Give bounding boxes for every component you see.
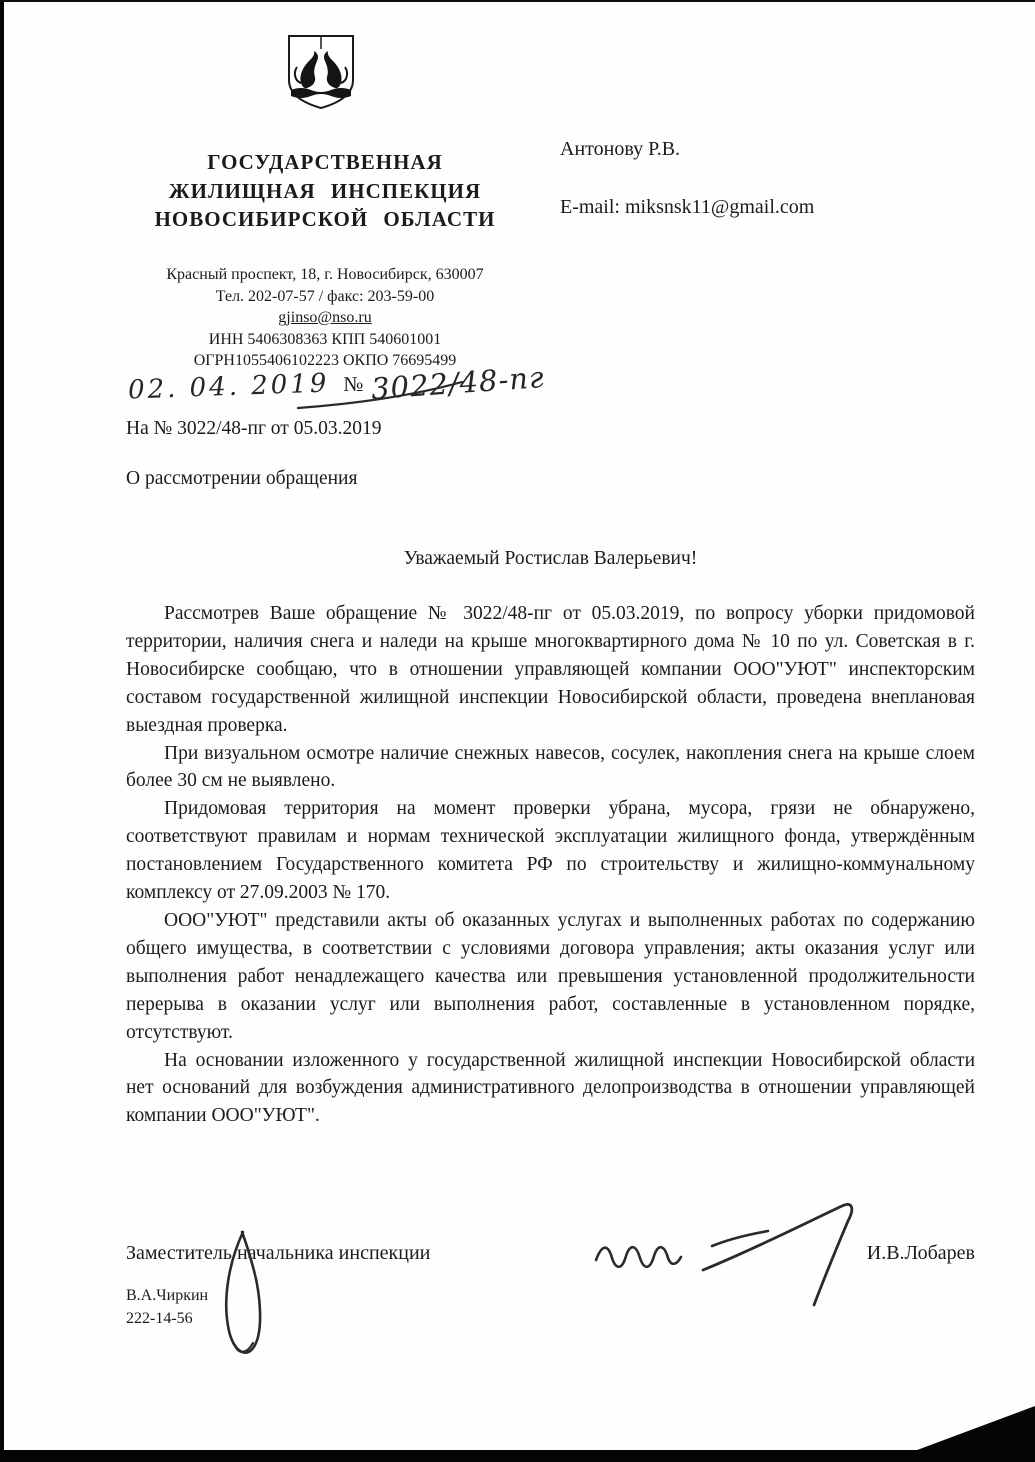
body-paragraph-1: Рассмотрев Ваше обращение № 3022/48-пг от 05.03.2019, по вопросу уборки придомовой территории, наличия снега и наледи на крыше многоквартирного дома № 10 по ул. Советская в г. Новосибирске сообщаю, что в отношении управляющей компании ООО"УЮТ" инспекторским составом государственной жилищной инспекции Новосибирской области, проведена внеплановая выездная проверка.	[126, 603, 975, 736]
outgoing-date-handwritten: 02. 04. 2019	[127, 368, 330, 406]
numero-sign: №	[343, 372, 364, 396]
pen-loop-tail	[235, 1343, 253, 1352]
recipient-name: Антонову Р.В.	[560, 138, 681, 160]
letter-body	[126, 600, 975, 1130]
coat-of-arms-icon	[284, 33, 358, 111]
salutation: Уважаемый Ростислав Валерьевич!	[403, 548, 698, 569]
executor-name: В.А.Чиркин	[126, 1287, 209, 1304]
org-inn-kpp: ИНН 5406308363 КПП 540601001	[208, 330, 442, 348]
reference-number-line: На № 3022/48-пг от 05.03.2019	[126, 418, 382, 439]
org-address: Красный проспект, 18, г. Новосибирск, 630007	[166, 266, 484, 283]
body-paragraph-5: На основании изложенного у государственной жилищной инспекции Новосибирской области нет оснований для возбуждения административного делопроизводства в отношении управляющей компании ООО"УЮТ".	[126, 1049, 975, 1127]
scan-edge-left	[0, 0, 4, 1462]
scan-edge-top	[0, 0, 1035, 2]
org-name	[105, 148, 545, 234]
org-ogrn-okpo: ОГРН1055406102223 ОКПО 76695499	[193, 352, 457, 369]
signature-row	[126, 1242, 975, 1265]
org-phone: Тел. 202-07-57 / факс: 203-59-00	[215, 287, 435, 305]
subject-line: О рассмотрении обращения	[126, 468, 358, 489]
executor-block	[126, 1284, 208, 1330]
recipient-email: E-mail: miksnsk11@gmail.com	[560, 196, 815, 218]
signer-name: И.В.Лобарев	[866, 1242, 975, 1264]
org-name-line3: НОВОСИБИРСКОЙ ОБЛАСТИ	[154, 207, 496, 231]
org-contact-block	[105, 264, 545, 372]
org-name-line2: ЖИЛИЩНАЯ ИНСПЕКЦИЯ	[168, 178, 482, 203]
scan-edge-bottom	[0, 1450, 1035, 1462]
org-name-line1: ГОСУДАРСТВЕННАЯ	[207, 150, 443, 174]
signer-position: Заместитель начальника инспекции	[126, 1242, 431, 1264]
executor-phone: 222-14-56	[126, 1310, 193, 1327]
body-paragraph-2: При визуальном осмотре наличие снежных навесов, сосулек, накопления снега на крыше слоем более 30 см не выявлено.	[126, 742, 975, 792]
body-paragraph-4: ООО"УЮТ" представили акты об оказанных услугах и выполненных работах по содержанию общего имущества, в соответствии с условиями договора управления; акты оказания услуг или выполнения работ ненадлежащего качества или превышения установленной продолжительности перерыва в оказании услуг или выполнения работ, составленные в установленном порядке, отсутствуют.	[126, 909, 975, 1043]
org-email: gjinso@nso.ru	[278, 309, 372, 326]
outgoing-number-handwritten: 3022/48-пг	[370, 359, 547, 407]
body-paragraph-3: Придомовая территория на момент проверки убрана, мусора, грязи не обнаружено, соответствуют правилам и нормам технической эксплуатации жилищного фонда, утверждённым постановлением Государственного комитета РФ по строительству и жилищно-коммунальному комплексу от 27.09.2003 № 170.	[126, 798, 975, 904]
